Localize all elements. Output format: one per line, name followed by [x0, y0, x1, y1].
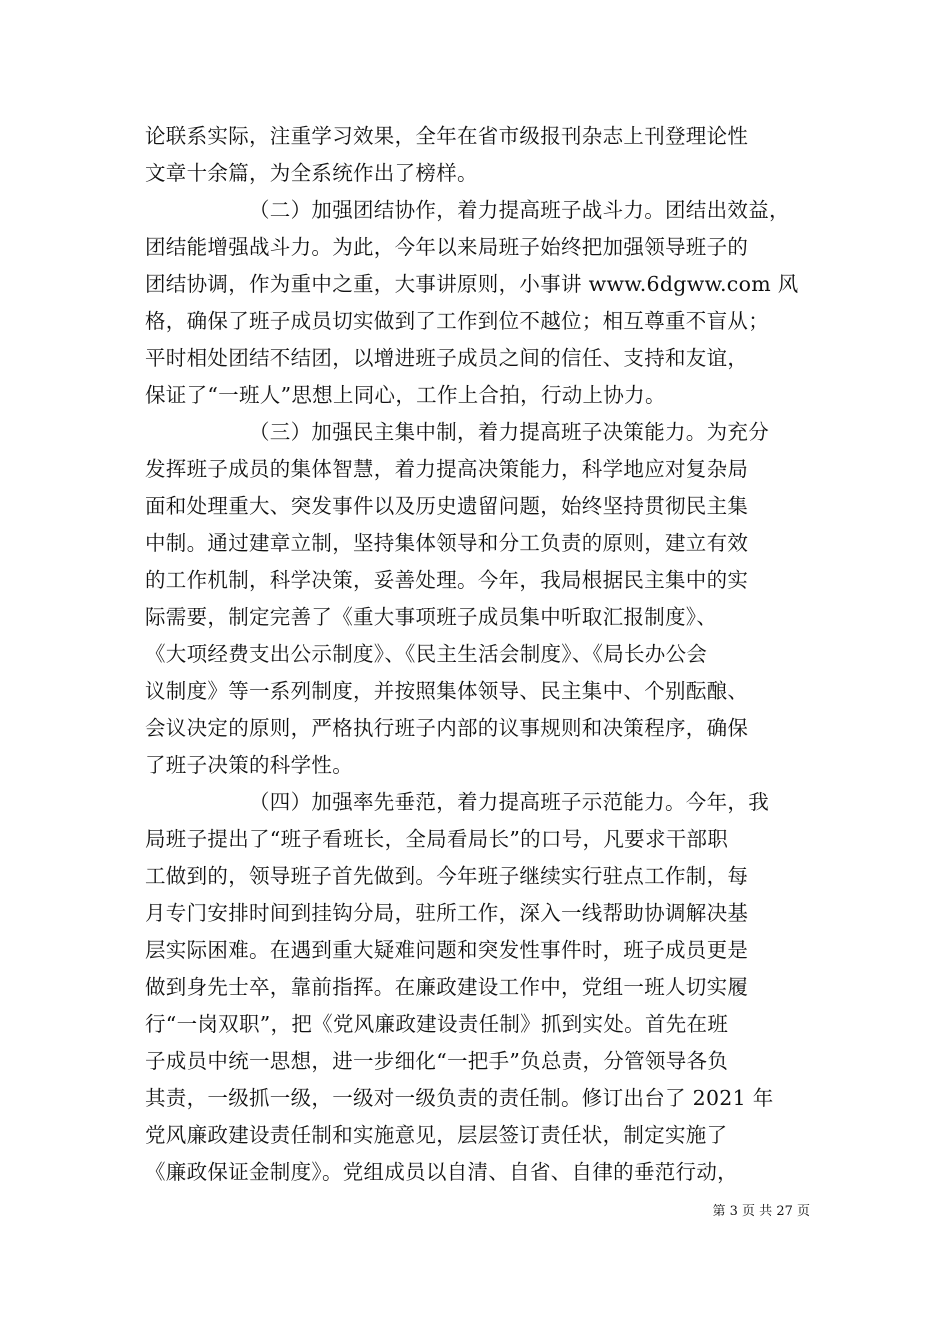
text-line: 月专门安排时间到挂钩分局，驻所工作，深入一线帮助协调解决基 [145, 901, 749, 925]
text-line: 层实际困难。在遇到重大疑难问题和突发性事件时，班子成员更是 [145, 938, 749, 962]
text-line: 行“一岗双职”，把《党风廉政建设责任制》抓到实处。首先在班 [145, 1012, 729, 1036]
text-line: 论联系实际，注重学习效果，全年在省市级报刊杂志上刊登理论性 [145, 124, 749, 148]
paragraph-first-line: （四）加强率先垂范，着力提高班子示范能力。今年，我 [249, 790, 769, 814]
text-line: 会议决定的原则，严格执行班子内部的议事规则和决策程序，确保 [145, 716, 749, 740]
text-line: 议制度》等一系列制度，并按照集体领导、民主集中、个别酝酿、 [145, 679, 749, 703]
text-line: 党风廉政建设责任制和实施意见，层层签订责任状，制定实施了 [145, 1123, 728, 1147]
text-line: 其责，一级抓一级，一级对一级负责的责任制。修订出台了 2021 年 [145, 1086, 774, 1110]
text-line: 平时相处团结不结团，以增进班子成员之间的信任、支持和友谊， [145, 346, 749, 370]
page-number-footer: 第 3 页 共 27 页 [712, 1204, 810, 1219]
paragraph-first-line: （三）加强民主集中制，着力提高班子决策能力。为充分 [249, 420, 769, 444]
text-line: 《大项经费支出公示制度》、《民主生活会制度》、《局长办公会 [145, 642, 708, 666]
text-line: 文章十余篇，为全系统作出了榜样。 [145, 161, 478, 185]
body-text [145, 118, 810, 1191]
text-line: 团结能增强战斗力。为此，今年以来局班子始终把加强领导班子的 [145, 235, 749, 259]
text-line: 际需要，制定完善了《重大事项班子成员集中听取汇报制度》、 [145, 605, 718, 629]
paragraph-first-line: （二）加强团结协作，着力提高班子战斗力。团结出效益， [249, 198, 790, 222]
text-line: 团结协调，作为重中之重，大事讲原则，小事讲 www.6dgww.com 风 [145, 272, 799, 296]
text-line: 的工作机制，科学决策，妥善处理。今年，我局根据民主集中的实 [145, 568, 749, 592]
text-line: 格，确保了班子成员切实做到了工作到位不越位；相互尊重不盲从； [145, 309, 769, 333]
text-line: 发挥班子成员的集体智慧，着力提高决策能力，科学地应对复杂局 [145, 457, 749, 481]
text-line: 做到身先士卒，靠前指挥。在廉政建设工作中，党组一班人切实履 [145, 975, 749, 999]
text-line: 子成员中统一思想，进一步细化“一把手”负总责，分管领导各负 [145, 1049, 729, 1073]
text-line: 《廉政保证金制度》。党组成员以自清、自省、自律的垂范行动， [145, 1160, 738, 1184]
text-line: 面和处理重大、突发事件以及历史遗留问题，始终坚持贯彻民主集 [145, 494, 749, 518]
text-line: 保证了“一班人”思想上同心，工作上合拍，行动上协力。 [145, 383, 666, 407]
text-line: 了班子决策的科学性。 [145, 753, 353, 777]
text-line: 中制。通过建章立制，坚持集体领导和分工负责的原则，建立有效 [145, 531, 749, 555]
text-line: 工做到的，领导班子首先做到。今年班子继续实行驻点工作制，每 [145, 864, 749, 888]
text-line: 局班子提出了“班子看班长，全局看局长”的口号，凡要求干部职 [145, 827, 729, 851]
